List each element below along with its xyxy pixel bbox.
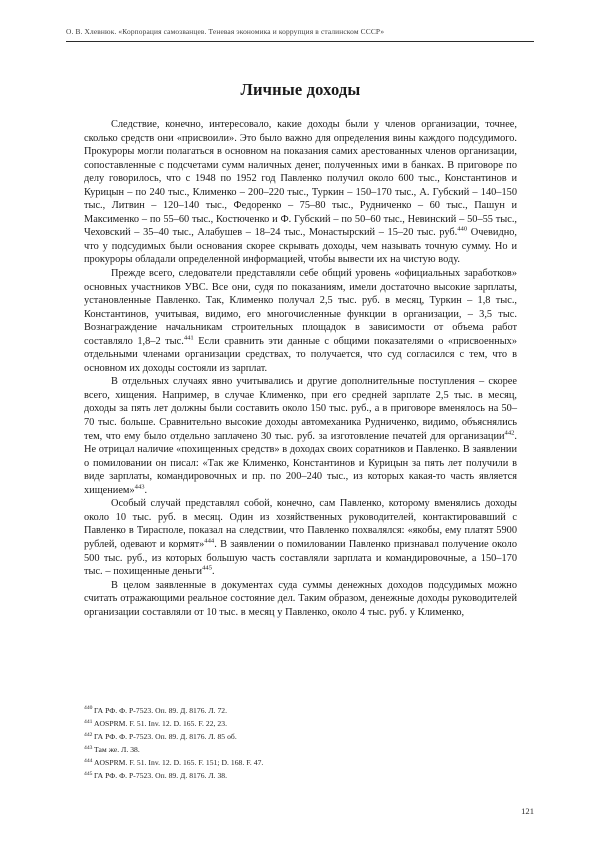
page-body: [84, 80, 517, 619]
footnote-item: [84, 730, 517, 743]
paragraph-2-text: Прежде всего, следователи представляли себе общий уровень «официальных заработков» основных участников УВС. Все они, судя по показаниям, имели достаточно высокие зарплаты, установленные Павленко. Так, Клименко получал 2,5 тыс. руб. в месяц, Туркин – 1,8 тыс., Константинов, учитывая, видимо, его многочисленные функции в организации, – 3,5 тыс. Вознаграждение начальникам строительных площадок в зависимости от объема работ составляло 1,8–2 тыс.: [84, 268, 517, 347]
footnote-number: 442: [84, 731, 93, 738]
footnote-text: AOSPRM. F. 51. Inv. 12. D. 165. F. 151; D. 168. F. 47.: [94, 758, 264, 768]
footnote-item: [84, 743, 517, 756]
footnote-number: 441: [84, 718, 93, 725]
paragraph-4-text: Особый случай представлял собой, конечно, сам Павленко, которому вменялись доходы около 10 тыс. руб. в месяц. Один из хозяйственных руководителей, контактировавший с Павленко в Тирасполе, показал на следствии, что Павленко похвалялся: «якобы, ему платят 5900 рублей, одевают и кормят»: [84, 498, 517, 550]
footnote-item: [84, 717, 517, 730]
footnote-text: AOSPRM. F. 51. Inv. 12. D. 165. F. 22, 23.: [94, 719, 228, 729]
paragraph-2-text-cont: Если сравнить эти данные с общими показателями о «присвоенных» отдельными членами организации средствах, то получается, что суд согласился с тем, что в основном их доходы состояли из зарплат.: [84, 335, 517, 374]
footnote-ref-444[interactable]: 444: [204, 537, 215, 545]
footnote-text: ГА РФ. Ф. Р-7523. Оп. 89. Д. 8176. Л. 38.: [94, 771, 228, 781]
page-number: 121: [521, 806, 534, 816]
footnote-ref-440[interactable]: 440: [457, 225, 468, 233]
footnote-ref-441[interactable]: 441: [183, 334, 194, 342]
footnote-text: ГА РФ. Ф. Р-7523. Оп. 89. Д. 8176. Л. 85 об.: [94, 732, 237, 742]
paragraph-5-text: В целом заявленные в документах суда суммы денежных доходов подсудимых можно считать отражающими реальное состояние дел. Таким образом, денежные доходы руководителей организации составляли от 10 тыс. в месяц у Павленко, около 4 тыс. руб. у Клименко,: [84, 579, 517, 618]
footnote-item: [84, 704, 517, 717]
footnote-ref-443[interactable]: 443: [134, 483, 145, 491]
footnote-item: [84, 756, 517, 769]
footnote-number: 445: [84, 770, 93, 777]
paragraph-2: [84, 267, 517, 375]
footnote-ref-442[interactable]: 442: [504, 429, 515, 437]
paragraph-4-text-cont: . В заявлении о помиловании Павленко признавал получение около 500 тыс. руб., из которых большую часть составляли зарплата и командировочные, а 150–170 тыс. – похищенные деньги: [84, 538, 517, 578]
footnote-number: 440: [84, 705, 93, 712]
page-title: Личные доходы: [240, 80, 361, 99]
footnote-list: [84, 704, 517, 783]
running-head-rule: [66, 41, 534, 42]
paragraph-1: [84, 118, 517, 267]
paragraph-5: [84, 579, 517, 620]
paragraph-3-text: В отдельных случаях явно учитывались и другие дополнительные поступления – скорее всего, хищения. Например, в случае Клименко, при его средней зарплате 2,5 тыс. в месяц, доходы за пять лет должны были составить около 150 тыс. руб., а в приговоре вменялось на 50–70 тыс. больше. Сравнительно высокие доходы автомеханика Рудниченко, видимо, объяснялись тем, что ему было отдельно заплачено 30 тыс. руб. за изготовление печатей для организации: [84, 376, 517, 442]
running-head: О. В. Хлевнюк. «Корпорация самозванцев. Теневая экономика и коррупция в сталинском СССР»: [66, 27, 385, 36]
paragraph-4: [84, 497, 517, 578]
footnote-number: 443: [84, 744, 93, 751]
footnote-text: ГА РФ. Ф. Р-7523. Оп. 89. Д. 8176. Л. 72.: [94, 706, 228, 715]
footnote-number: 444: [84, 757, 93, 764]
paragraph-3: [84, 375, 517, 497]
paragraph-1-text: Следствие, конечно, интересовало, какие доходы были у членов организации, точнее, сколько средств они «присвоили». Это было важно для определения вины каждого подсудимого. Прокуроры могли полагаться в основном на показания самих арестованных членов организации, сопоставленные с подсчетами сумм наличных денег, полученных ими в банках. В приговоре по делу говорилось, что с 1948 по 1952 год Павленко получил около 600 тыс., Константинов и Курицын – по 240 тыс., Клименко – 200–220 тыс., Туркин – 150–170 тыс., А. Губский – 140–150 тыс., Литвин – 120–140 тыс., Федоренко – 75–80 тыс., Рудниченко – 60 тыс., Пашун и Максименко – по 55–60 тыс., Костюченко и Ф. Губский – по 50–60 тыс., Невинский – 50–55 тыс., Чеховский – 35–40 тыс., Алабушев – 18–24 тыс., Монастырский – 15–20 тыс. руб.: [84, 119, 517, 239]
paragraph-3-text-cont-2: .: [144, 484, 148, 496]
paragraph-3-text-cont: . Не отрицал наличие «похищенных средств» в доходах своих соратников и Павленко. В заявлении о помиловании он писал: «Так же Клименко, Константинов и Курицын за пять лет получили в виде зарплаты, командировочных и пр. по 200–240 тыс., из которых какая-то часть является хищением»: [84, 430, 517, 496]
footnote-ref-445[interactable]: 445: [202, 564, 212, 572]
footnote-item: [84, 769, 517, 782]
paragraph-4-text-cont-2: .: [212, 566, 215, 578]
paragraph-1-text-cont: Очевидно, что у подсудимых были основания скорее скрывать доходы, чем называть точную сумму. Но и прокуроры обладали определенной информацией, чтобы вывести их на чистую воду.: [84, 227, 517, 266]
footnote-text: Там же. Л. 38.: [94, 745, 140, 755]
